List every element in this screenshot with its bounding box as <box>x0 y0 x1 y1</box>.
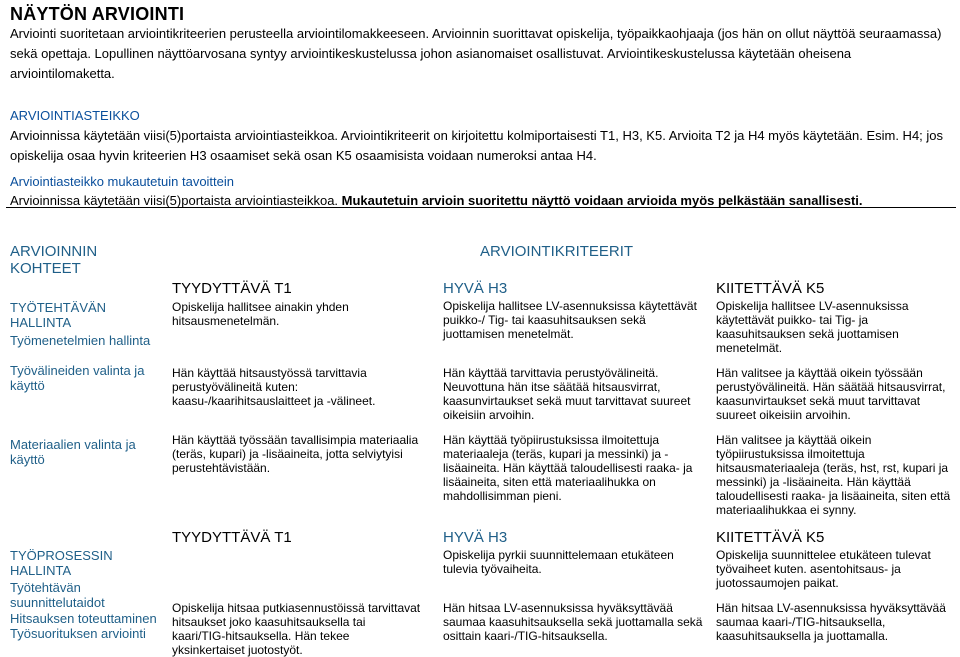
row4-h3: Opiskelija pyrkii suunnittelemaan etukäteen tulevia työvaiheita. <box>443 548 674 576</box>
row3-t1: Hän käyttää työssään tavallisimpia materiaalia (teräs, kupari) ja -lisäaineita, jotta selviytyisi perustehtävistään. <box>172 433 419 475</box>
row2-h3: Hän käyttää tarvittavia perustyövälineitä. Neuvottuna hän itse säätää hitsausvirrat, kaasunvirtaukset sekä muut tarvittavat suureet oikeisiin arvoihin. <box>443 366 691 422</box>
row1-h3: Opiskelija hallitsee LV-asennuksissa käytettävät puikko-/ Tig- tai kaasuhitsauksen sekä juottamisen menetelmät. <box>443 299 697 341</box>
scale-heading: ARVIOINTIASTEIKKO <box>10 108 140 123</box>
section1-title: TYÖTEHTÄVÄN HALLINTA <box>10 300 107 330</box>
row2-label: Työvälineiden valinta ja käyttö <box>10 363 145 393</box>
scale-text: Arvioinnissa käytetään viisi(5)portaista arviointiasteikkoa. Arviointikriteerit on kirjoitettu kolmiportaisesti T1, H3, K5. Arvioita T2 ja H4 myös käytetään. Esim. H4; jos opiskelija osaa hyvin kriteerien H3 osaamiset sekä osan K5 osaamisista voidaan numeroksi antaa H4. <box>10 128 944 163</box>
intro-section <box>6 0 956 208</box>
criteria-heading: ARVIOINTIKRITEERIT <box>480 243 634 260</box>
level-h3-2: HYVÄ H3 <box>443 529 508 546</box>
row1-t1: Opiskelija hallitsee ainakin yhden hitsausmenetelmän. <box>172 300 349 328</box>
level-k5: KIITETTÄVÄ K5 <box>716 280 825 297</box>
row3-label: Materiaalien valinta ja käyttö <box>10 437 136 467</box>
row4-k5: Opiskelija suunnittelee etukäteen tulevat työvaiheet kuten. asentohitsaus- ja juotossaumojen paikat. <box>716 548 931 590</box>
level-h3: HYVÄ H3 <box>443 280 508 297</box>
row5-t1: Opiskelija hitsaa putkiasennustöissä tarvittavat hitsaukset joko kaasuhitsauksella tai kaari/TIG-hitsauksella. Hän tekee yksinkertaiset juotostyöt. <box>172 601 421 657</box>
section2-title: TYÖPROSESSIN HALLINTA <box>10 548 113 578</box>
intro-paragraph: Arviointi suoritetaan arviointikriteerien perusteella arviointilomakkeeseen. Arvioinnin suorittavat opiskelija, työpaikkaohjaaja (jos hän on ollut näyttöä seuraamassa) sekä opettaja. Lopullinen näyttöarvosana syntyy arviointikeskustelussa johon asianomaiset osallistuvat. Arviointikeskustelussa käytetään oheisena arviointilomaketta. <box>10 26 942 81</box>
adapted-heading: Arviointiasteikko mukautetuin tavoittein <box>10 174 235 189</box>
section2-sub-3: Työsuorituksen arviointi <box>10 626 146 641</box>
adapted-text-plain: Arvioinnissa käytetään viisi(5)portaista arviointiasteikkoa. <box>10 193 342 208</box>
page-title: NÄYTÖN ARVIOINTI <box>10 4 185 24</box>
row5-h3: Hän hitsaa LV-asennuksissa hyväksyttävää saumaa kaasuhitsauksella sekä juottamalla sekä osittain kaari-/TIG-hitsauksella. <box>443 601 703 643</box>
section2-sub-2: Hitsauksen toteuttaminen <box>10 611 157 626</box>
row5-k5: Hän hitsaa LV-asennuksissa hyväksyttävää saumaa kaari-/TIG-hitsauksella, kaasuhitsauksella ja juottamalla. <box>716 601 946 643</box>
section2-sub-1: Työtehtävän suunnittelutaidot <box>10 580 105 610</box>
row2-k5: Hän valitsee ja käyttää oikein työssään perustyövälineitä. Hän säätää hitsausvirrat, kaasunvirtaukset sekä muut tarvittavat suureet oikeisiin arvoihin. <box>716 366 946 422</box>
level-k5-2: KIITETTÄVÄ K5 <box>716 529 825 546</box>
row1-k5: Opiskelija hallitsee LV-asennuksissa käytettävät puikko- tai Tig- ja kaasuhitsauksen sekä juottamisen menetelmät. <box>716 299 909 355</box>
adapted-text-bold: Mukautetuin arvioin suoritettu näyttö voidaan arvioida myös pelkästään sanallisesti. <box>341 193 863 208</box>
row3-h3: Hän käyttää työpiirustuksissa ilmoitettuja materiaaleja (teräs, kupari ja messinki) ja -lisäaineita. Hän käyttää taloudellisesti raaka- ja lisäaineita, siten että materiaalihukka on mahdollisimman pieni. <box>443 433 693 503</box>
row3-k5: Hän valitsee ja käyttää oikein työpiirustuksissa ilmoitettuja hitsausmateriaaleja (teräs, hst, rst, kupari ja messinki) ja -lisäaineita. Hän käyttää taloudellisesti raaka- ja lisäaineita, siten että materiaalihukkaa ei synny. <box>716 433 951 517</box>
level-t1: TYYDYTTÄVÄ T1 <box>172 280 292 297</box>
row1-label: Työmenetelmien hallinta <box>10 333 151 348</box>
adapted-text <box>10 191 955 211</box>
row2-t1: Hän käyttää hitsaustyössä tarvittavia perustyövälineitä kuten: kaasu-/kaarihitsauslaitteet ja -välineet. <box>172 366 376 408</box>
assessment-targets-heading: ARVIOINNIN KOHTEET <box>10 243 98 277</box>
level-t1-2: TYYDYTTÄVÄ T1 <box>172 529 292 546</box>
